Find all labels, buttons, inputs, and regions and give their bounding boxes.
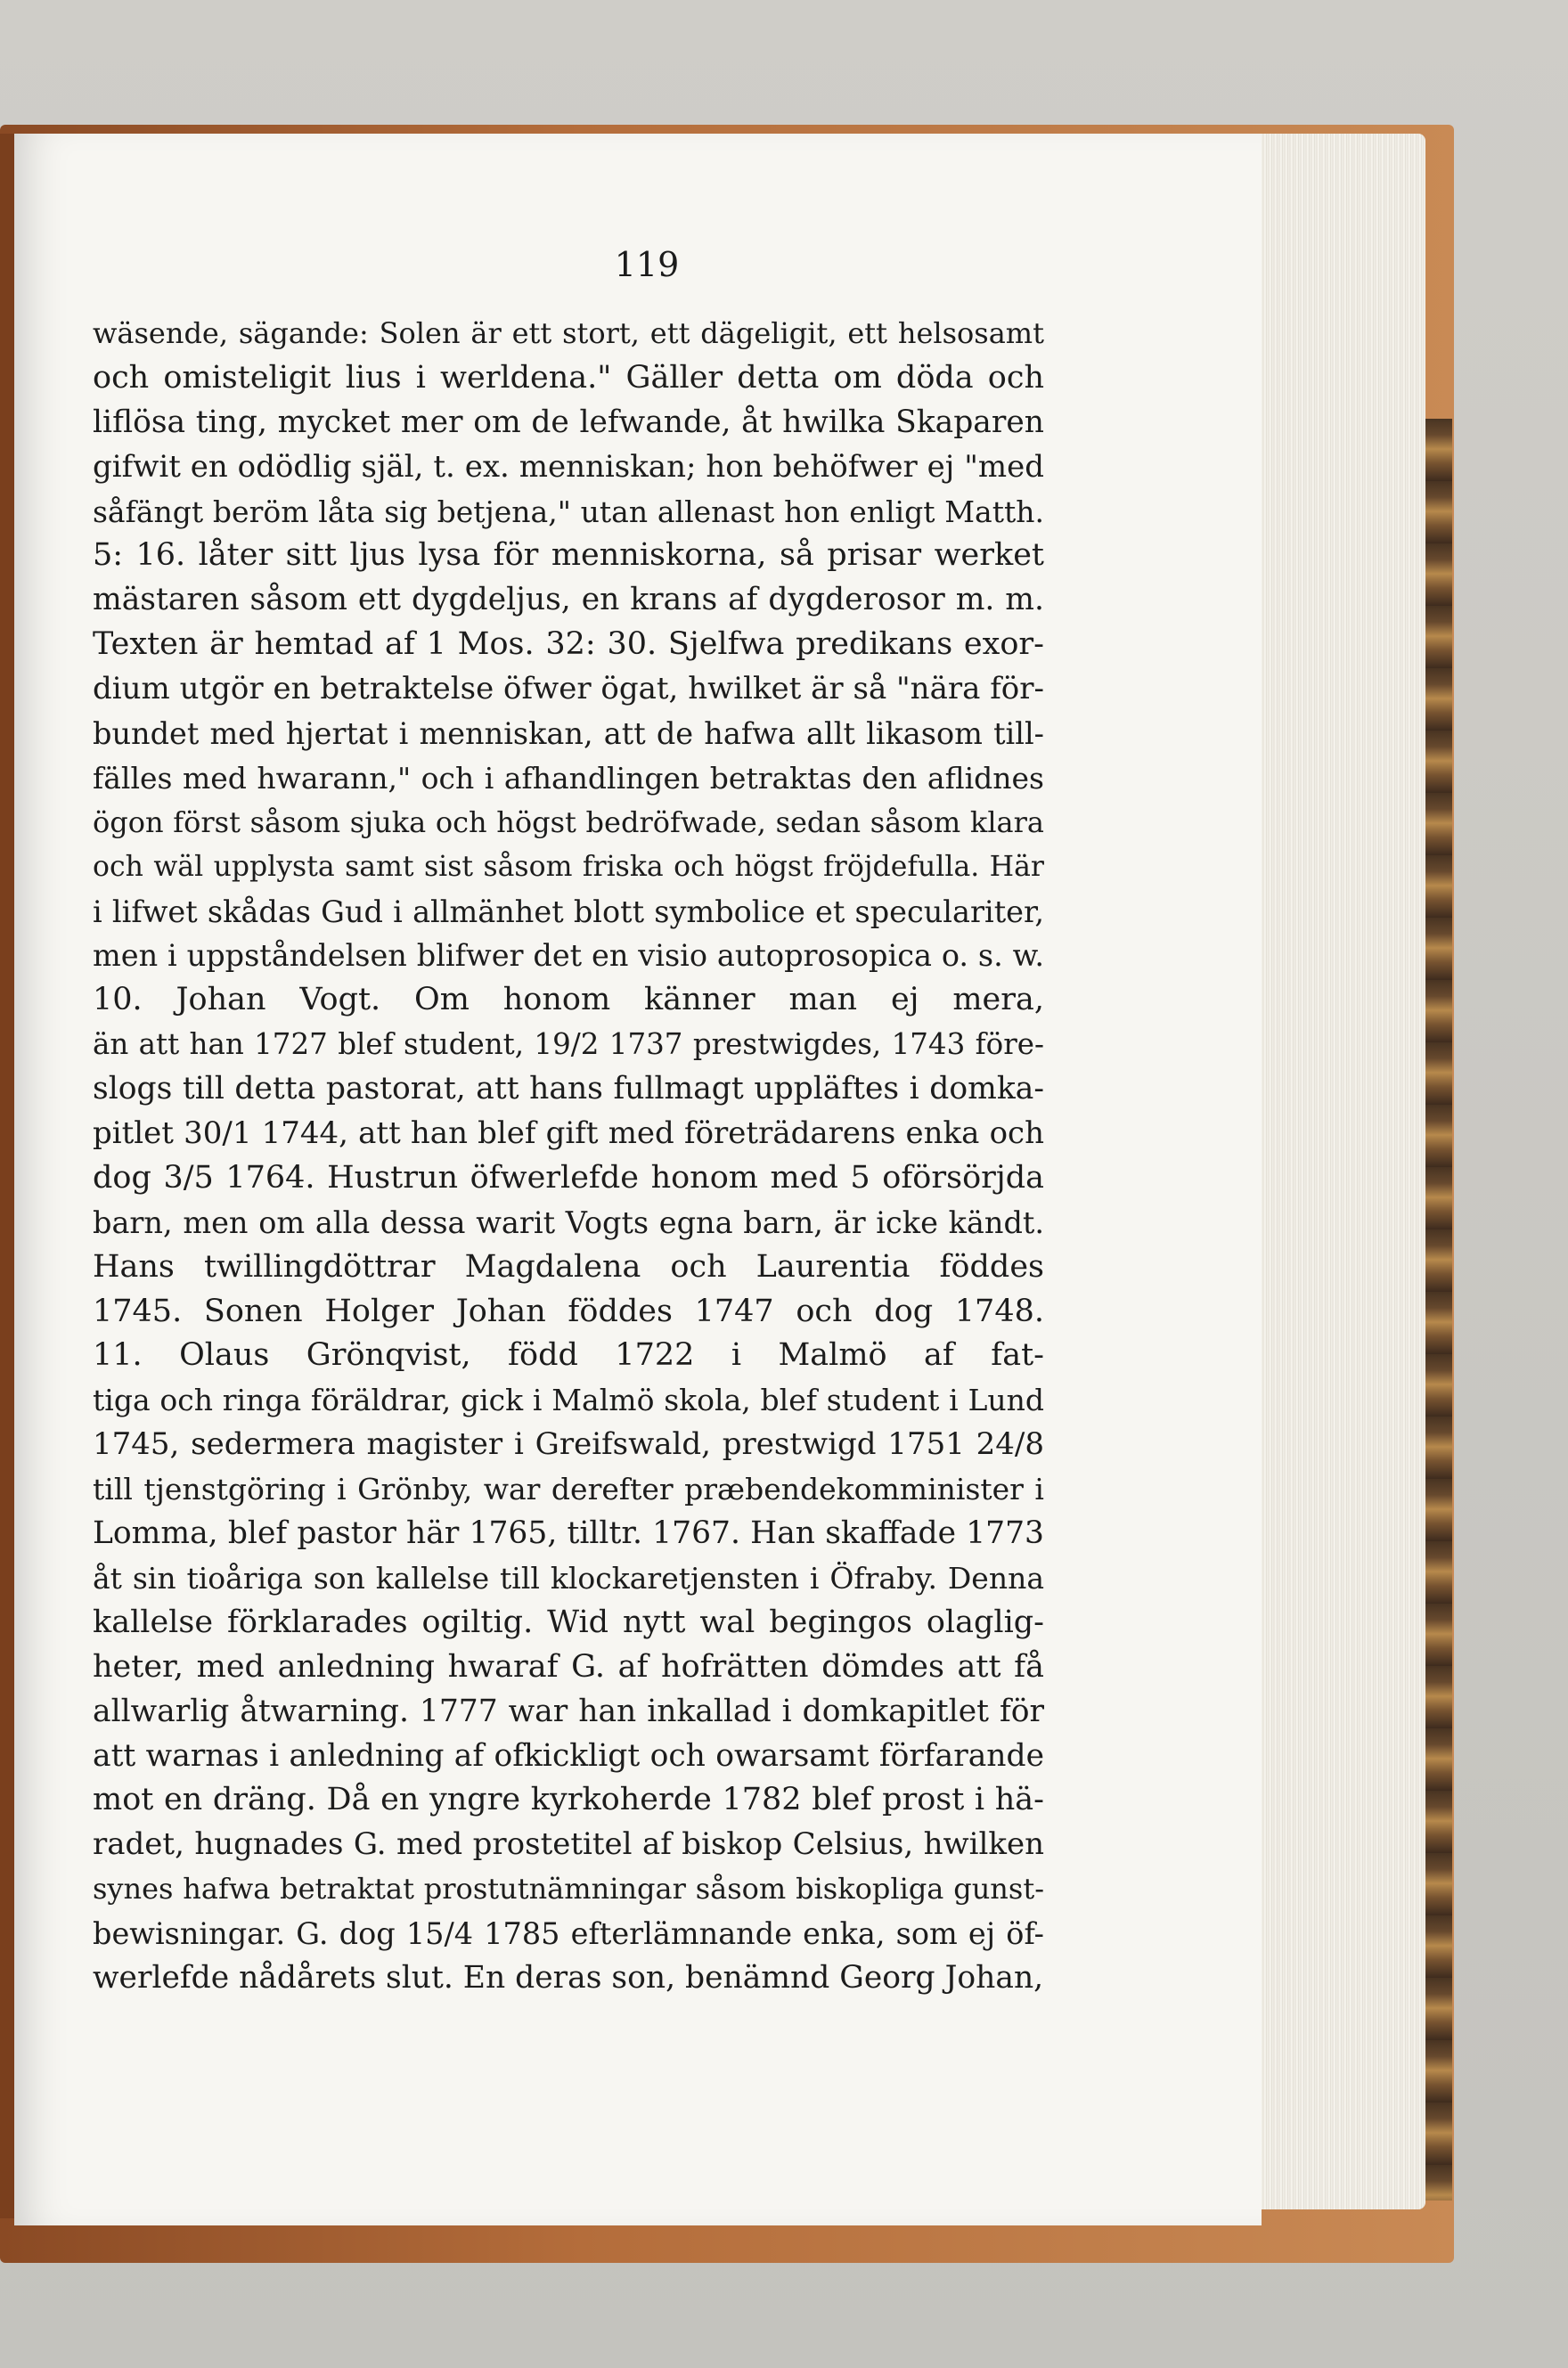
text-line: 11. Olaus Grönqvist, född 1722 i Malmö af fat- xyxy=(93,1337,1044,1374)
text-line: radet, hugnades G. med prostetitel af biskop Celsius, hwilken xyxy=(93,1826,1044,1863)
text-line: pitlet 30/1 1744, att han blef gift med företrädarens enka och xyxy=(93,1115,1044,1152)
text-line: Lomma, blef pastor här 1765, tilltr. 1767. Han skaffade 1773 xyxy=(93,1515,1044,1552)
text-line: werlefde nådårets slut. En deras son, benämnd Georg Johan, xyxy=(93,1959,1044,1996)
text-line: allwarlig åtwarning. 1777 war han inkallad i domkapitlet för xyxy=(93,1693,1044,1729)
text-line: till tjenstgöring i Grönby, war derefter præbendekomminister i xyxy=(93,1472,1044,1507)
text-line: i lifwet skådas Gud i allmänhet blott symbolice et speculariter, xyxy=(93,894,1044,929)
text-line: dog 3/5 1764. Hustrun öfwerlefde honom med 5 oförsörjda xyxy=(93,1159,1044,1196)
text-line: 10. Johan Vogt. Om honom känner man ej mera, xyxy=(93,982,1044,1018)
text-line: mot en dräng. Då en yngre kyrkoherde 1782 blef prost i hä- xyxy=(93,1782,1044,1818)
text-line: 5: 16. låter sitt ljus lysa för menniskorna, så prisar werket xyxy=(93,537,1044,574)
text-line: fälles med hwarann," och i afhandlingen betraktas den aflidnes xyxy=(93,760,1044,796)
page-number: 119 xyxy=(614,245,680,284)
text-line: wäsende, sägande: Solen är ett stort, ett dägeligit, ett helsosamt xyxy=(93,316,1044,350)
text-line: och omisteligit lius i werldena." Gäller detta om döda och xyxy=(93,359,1044,396)
text-line: slogs till detta pastorat, att hans fullmagt uppläftes i domka- xyxy=(93,1071,1044,1107)
text-line: ögon först såsom sjuka och högst bedröfwade, sedan såsom klara xyxy=(93,804,1044,839)
text-line: Texten är hemtad af 1 Mos. 32: 30. Sjelfwa predikans exor- xyxy=(93,626,1044,663)
text-line: dium utgör en betraktelse öfwer ögat, hwilket är så "nära för- xyxy=(93,671,1044,707)
book-page xyxy=(14,134,1262,2225)
text-line: såfängt beröm låta sig betjena," utan allenast hon enligt Matth. xyxy=(93,494,1044,529)
text-line: mästaren såsom ett dygdeljus, en krans af dygderosor m. m. xyxy=(93,582,1044,618)
text-line: och wäl upplysta samt sist såsom friska och högst fröjdefulla. Här xyxy=(93,850,1044,883)
page-text xyxy=(93,312,1044,2001)
text-line: liflösa ting, mycket mer om de lefwande, åt hwilka Skaparen xyxy=(93,404,1044,440)
text-line: bewisningar. G. dog 15/4 1785 efterlämnande enka, som ej öf- xyxy=(93,1916,1044,1952)
text-line: synes hafwa betraktat prostutnämningar såsom biskopliga gunst- xyxy=(93,1872,1044,1907)
text-line: bundet med hjertat i menniskan, att de hafwa allt likasom till- xyxy=(93,716,1044,752)
text-line: Hans twillingdöttrar Magdalena och Laurentia föddes xyxy=(93,1248,1044,1285)
text-line: 1745. Sonen Holger Johan föddes 1747 och dog 1748. xyxy=(93,1293,1044,1329)
text-line: gifwit en odödlig själ, t. ex. menniskan; hon behöfwer ej "med xyxy=(93,448,1044,485)
text-line: heter, med anledning hwaraf G. af hofrätten dömdes att få xyxy=(93,1648,1044,1685)
text-line: kallelse förklarades ogiltig. Wid nytt wal begingos olaglig- xyxy=(93,1604,1044,1640)
text-line: barn, men om alla dessa warit Vogts egna barn, är icke kändt. xyxy=(93,1204,1044,1240)
text-line: men i uppståndelsen blifwer det en visio autoprosopica o. s. w. xyxy=(93,938,1044,974)
text-line: än att han 1727 blef student, 19/2 1737 prestwigdes, 1743 före- xyxy=(93,1027,1044,1062)
text-line: att warnas i anledning af ofkickligt och owarsamt förfarande xyxy=(93,1737,1044,1774)
text-line: tiga och ringa föräldrar, gick i Malmö skola, blef student i Lund xyxy=(93,1383,1044,1418)
text-line: 1745, sedermera magister i Greifswald, prestwigd 1751 24/8 xyxy=(93,1426,1044,1463)
text-line: åt sin tioåriga son kallelse till klockaretjensten i Öfraby. Denna xyxy=(93,1560,1044,1596)
